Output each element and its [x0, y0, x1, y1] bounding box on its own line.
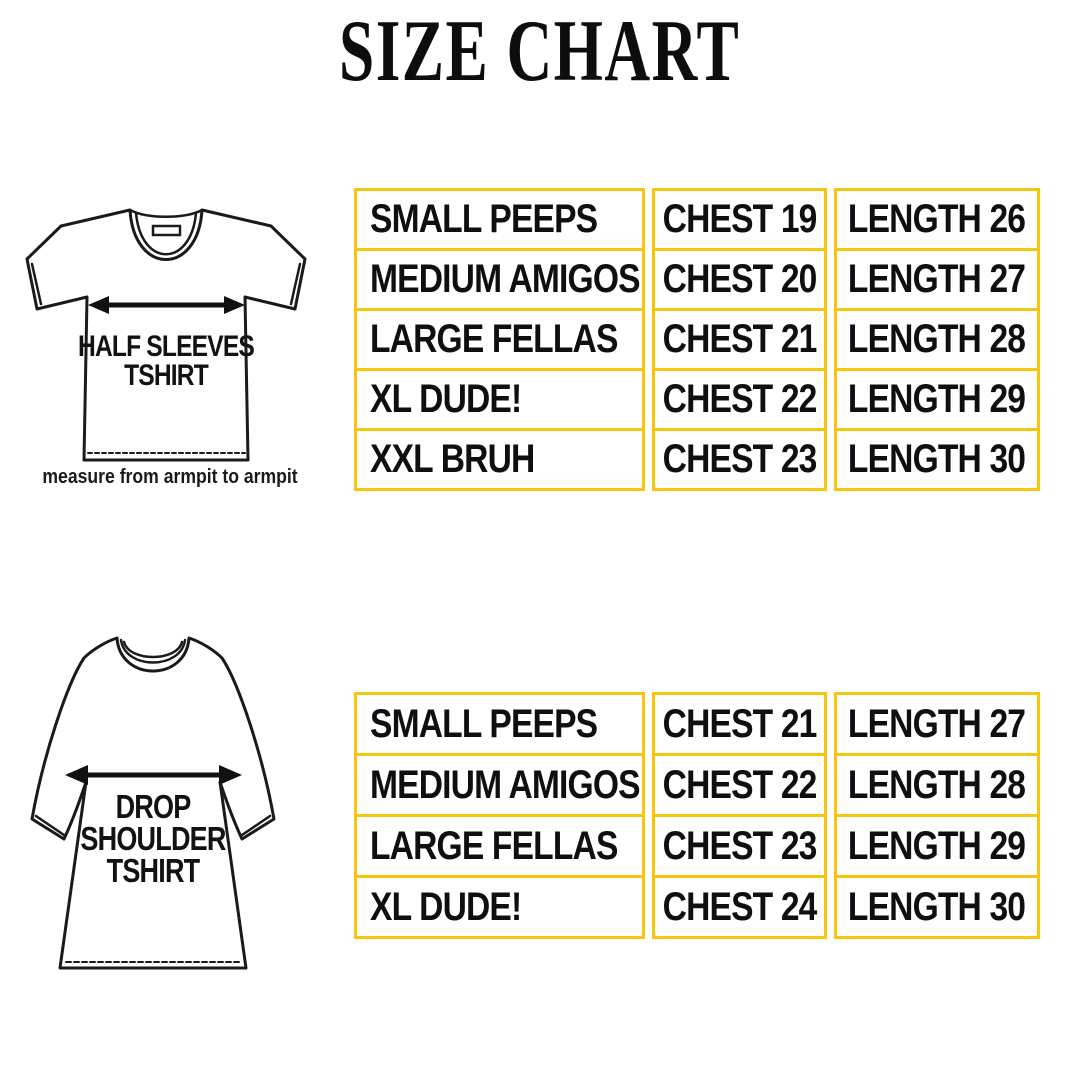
page-title-text: SIZE CHART: [339, 3, 741, 100]
chest-cell-text: CHEST 23: [662, 823, 817, 868]
chest-cell-text: CHEST 19: [662, 197, 817, 241]
chest-cell: [652, 753, 827, 817]
chest-cell-text: CHEST 22: [662, 762, 817, 807]
size-cell: [354, 428, 645, 491]
size-table-drop-shoulder: [354, 692, 1040, 939]
length-cell-text: LENGTH 26: [848, 197, 1026, 241]
length-cell: [834, 308, 1040, 371]
chest-cell: [652, 308, 827, 371]
shirt-label-line2: TSHIRT: [124, 357, 208, 392]
table-row: [354, 428, 1040, 491]
chest-cell-text: CHEST 22: [662, 377, 817, 421]
length-cell: [834, 692, 1040, 756]
length-cell: [834, 428, 1040, 491]
size-cell: [354, 753, 645, 817]
page-title: [0, 3, 1080, 100]
table-row: [354, 188, 1040, 251]
chest-cell: [652, 368, 827, 431]
length-cell: [834, 875, 1040, 939]
shirt-label-line2: SHOULDER: [80, 821, 226, 858]
size-cell-text: MEDIUM AMIGOS: [370, 257, 640, 301]
size-cell: [354, 875, 645, 939]
size-cell-text: XL DUDE!: [370, 884, 522, 929]
size-cell: [354, 248, 645, 311]
chest-cell: [652, 875, 827, 939]
half-sleeves-tshirt-illustration: [15, 192, 325, 472]
size-table-half-sleeves: [354, 188, 1040, 491]
neck-label: [153, 226, 180, 235]
shirt-label-line1: HALF SLEEVES: [78, 328, 254, 363]
length-cell: [834, 368, 1040, 431]
length-cell: [834, 753, 1040, 817]
chest-cell: [652, 248, 827, 311]
size-cell-text: SMALL PEEPS: [370, 701, 598, 746]
length-cell: [834, 248, 1040, 311]
size-cell-text: MEDIUM AMIGOS: [370, 762, 640, 807]
table-row: [354, 875, 1040, 939]
size-cell-text: XL DUDE!: [370, 377, 522, 421]
chest-cell-text: CHEST 21: [662, 701, 817, 746]
size-cell: [354, 814, 645, 878]
chest-cell: [652, 188, 827, 251]
chest-cell-text: CHEST 23: [662, 437, 817, 481]
length-cell-text: LENGTH 30: [848, 884, 1026, 929]
length-cell-text: LENGTH 29: [848, 823, 1026, 868]
chest-cell: [652, 814, 827, 878]
table-row: [354, 753, 1040, 817]
table-row: [354, 814, 1040, 878]
length-cell-text: LENGTH 29: [848, 377, 1026, 421]
size-cell-text: LARGE FELLAS: [370, 823, 618, 868]
size-cell: [354, 188, 645, 251]
length-cell: [834, 814, 1040, 878]
table-row: [354, 692, 1040, 756]
table-row: [354, 248, 1040, 311]
size-cell: [354, 692, 645, 756]
length-cell-text: LENGTH 27: [848, 701, 1026, 746]
back-collar-line: [130, 210, 202, 217]
length-cell-text: LENGTH 28: [848, 762, 1026, 807]
shirt-label-line1: DROP: [115, 789, 191, 826]
length-cell-text: LENGTH 28: [848, 317, 1026, 361]
size-cell-text: SMALL PEEPS: [370, 197, 598, 241]
chest-cell: [652, 692, 827, 756]
chest-cell: [652, 428, 827, 491]
length-cell-text: LENGTH 27: [848, 257, 1026, 301]
table-row: [354, 308, 1040, 371]
length-cell: [834, 188, 1040, 251]
size-cell: [354, 308, 645, 371]
measurement-caption: measure from armpit to armpit: [42, 466, 298, 488]
size-cell: [354, 368, 645, 431]
shirt-label-line3: TSHIRT: [106, 853, 200, 890]
collar-rib-line2: [124, 642, 182, 657]
chest-cell-text: CHEST 24: [662, 884, 817, 929]
size-cell-text: LARGE FELLAS: [370, 317, 618, 361]
chest-cell-text: CHEST 20: [662, 257, 817, 301]
length-cell-text: LENGTH 30: [848, 437, 1026, 481]
size-cell-text: XXL BRUH: [370, 437, 535, 481]
drop-shoulder-tshirt-illustration: [20, 612, 310, 987]
chest-cell-text: CHEST 21: [662, 317, 817, 361]
table-row: [354, 368, 1040, 431]
